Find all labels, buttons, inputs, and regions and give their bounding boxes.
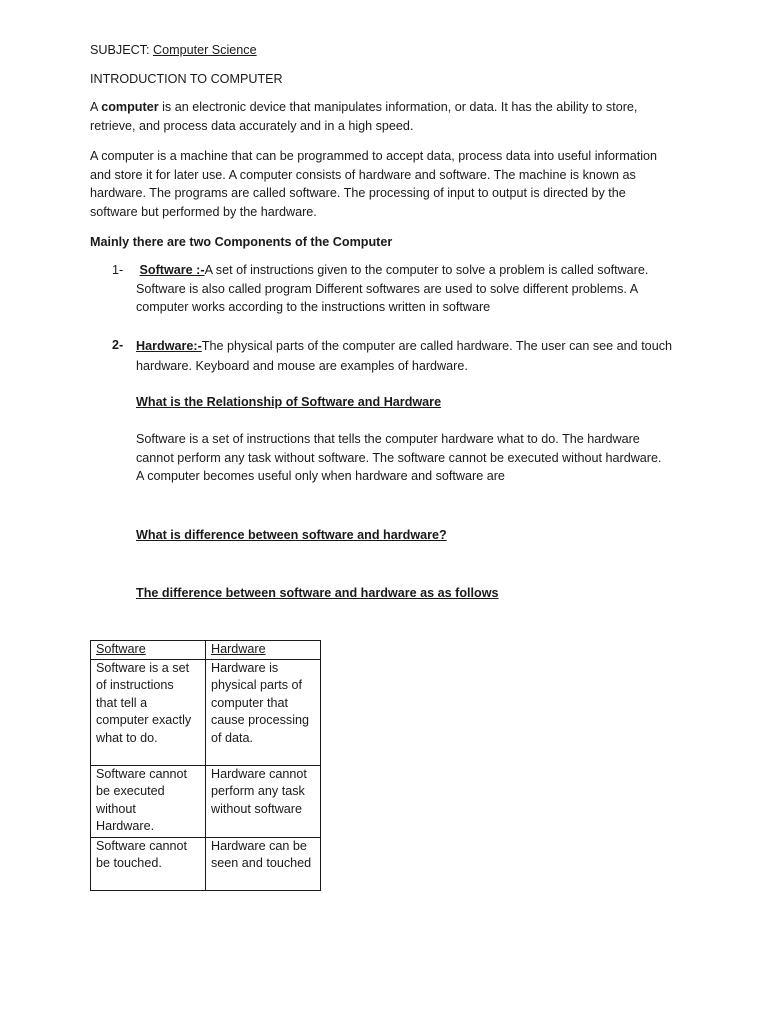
comparison-table xyxy=(90,640,321,891)
cell-line: of data. xyxy=(211,730,254,745)
cell-line: be touched. xyxy=(96,856,162,871)
hardware-line2: hardware. Keyboard and mouse are examples of hardware. xyxy=(136,359,468,373)
cell-line: perform any task xyxy=(211,784,305,799)
list-number: 2- xyxy=(112,338,124,352)
para1-term: computer xyxy=(101,100,159,114)
relationship-line: A computer becomes useful only when hardware and software are xyxy=(136,469,505,484)
cell-line: be executed xyxy=(96,784,165,799)
para1-line1: is an electronic device that manipulates information, or data. It has the ability to store, xyxy=(158,100,638,114)
para1-line2: retrieve, and process data accurately and in a high speed. xyxy=(90,118,414,133)
table-row xyxy=(91,765,321,837)
cell-line: cause processing xyxy=(211,713,310,728)
hardware-term: Hardware:- xyxy=(136,339,202,353)
cell-line: of instructions xyxy=(96,678,174,693)
relationship-line: cannot perform any task without software. The software cannot be executed without hardware. xyxy=(136,450,662,465)
computer-machine-paragraph xyxy=(90,147,690,221)
cell-line: seen and touched xyxy=(211,856,312,871)
cell-line: Software cannot xyxy=(96,838,188,853)
para2-line: and store it for later use. A computer consists of hardware and software. The machine is known as xyxy=(90,167,636,182)
cell-line: computer exactly xyxy=(96,713,192,728)
list-number: 1- xyxy=(112,263,124,277)
software-term: Software :- xyxy=(139,263,205,277)
computer-definition-paragraph xyxy=(90,98,690,135)
table-cell xyxy=(91,837,206,890)
difference-follows-heading: The difference between software and hardware as as follows xyxy=(136,586,499,600)
software-line2: Software is also called program Different softwares are used to solve different problems. A xyxy=(136,281,639,296)
intro-title: INTRODUCTION TO COMPUTER xyxy=(90,72,283,86)
software-line3: computer works according to the instructions written in software xyxy=(136,300,491,315)
relationship-paragraph xyxy=(136,430,696,486)
cell-line: Hardware is xyxy=(211,660,279,675)
relationship-heading: What is the Relationship of Software and Hardware xyxy=(136,395,442,409)
table-header-hardware: Hardware xyxy=(206,641,321,660)
cell-line: that tell a xyxy=(96,695,148,710)
components-heading: Mainly there are two Components of the Computer xyxy=(90,235,393,249)
table-header-row xyxy=(91,641,321,660)
difference-question: What is difference between software and hardware? xyxy=(136,528,447,542)
table-row xyxy=(91,659,321,765)
cell-line: Software is a set xyxy=(96,660,190,675)
cell-line: what to do. xyxy=(96,730,158,745)
subject-line xyxy=(90,41,257,60)
cell-line: physical parts of xyxy=(211,678,302,693)
subject-label: SUBJECT: xyxy=(90,43,153,57)
table-cell xyxy=(206,837,321,890)
cell-line: Hardware cannot xyxy=(211,766,307,781)
cell-line: Software cannot xyxy=(96,766,188,781)
table-row xyxy=(91,837,321,890)
cell-line: computer that xyxy=(211,695,289,710)
cell-line: Hardware can be xyxy=(211,838,307,853)
table-header-software: Software xyxy=(91,641,206,660)
cell-line: without software xyxy=(211,801,302,816)
relationship-line: Software is a set of instructions that tells the computer hardware what to do. The hardware xyxy=(136,432,640,446)
cell-line: Hardware. xyxy=(96,819,155,834)
subject-value: Computer Science xyxy=(152,43,257,57)
cell-line: without xyxy=(96,801,136,816)
para1-lead: A xyxy=(90,100,102,114)
table-cell xyxy=(206,659,321,765)
para2-line: software but performed by the hardware. xyxy=(90,204,317,219)
para2-line: hardware. The programs are called software. The processing of input to output is directed by the xyxy=(90,186,626,201)
software-line1: A set of instructions given to the computer to solve a problem is called software. xyxy=(204,263,649,277)
table-cell xyxy=(206,765,321,837)
hardware-line1: The physical parts of the computer are called hardware. The user can see and touch xyxy=(201,339,672,353)
para2-line: A computer is a machine that can be programmed to accept data, process data into useful information xyxy=(90,149,658,163)
table-cell xyxy=(91,765,206,837)
table-cell xyxy=(91,659,206,765)
